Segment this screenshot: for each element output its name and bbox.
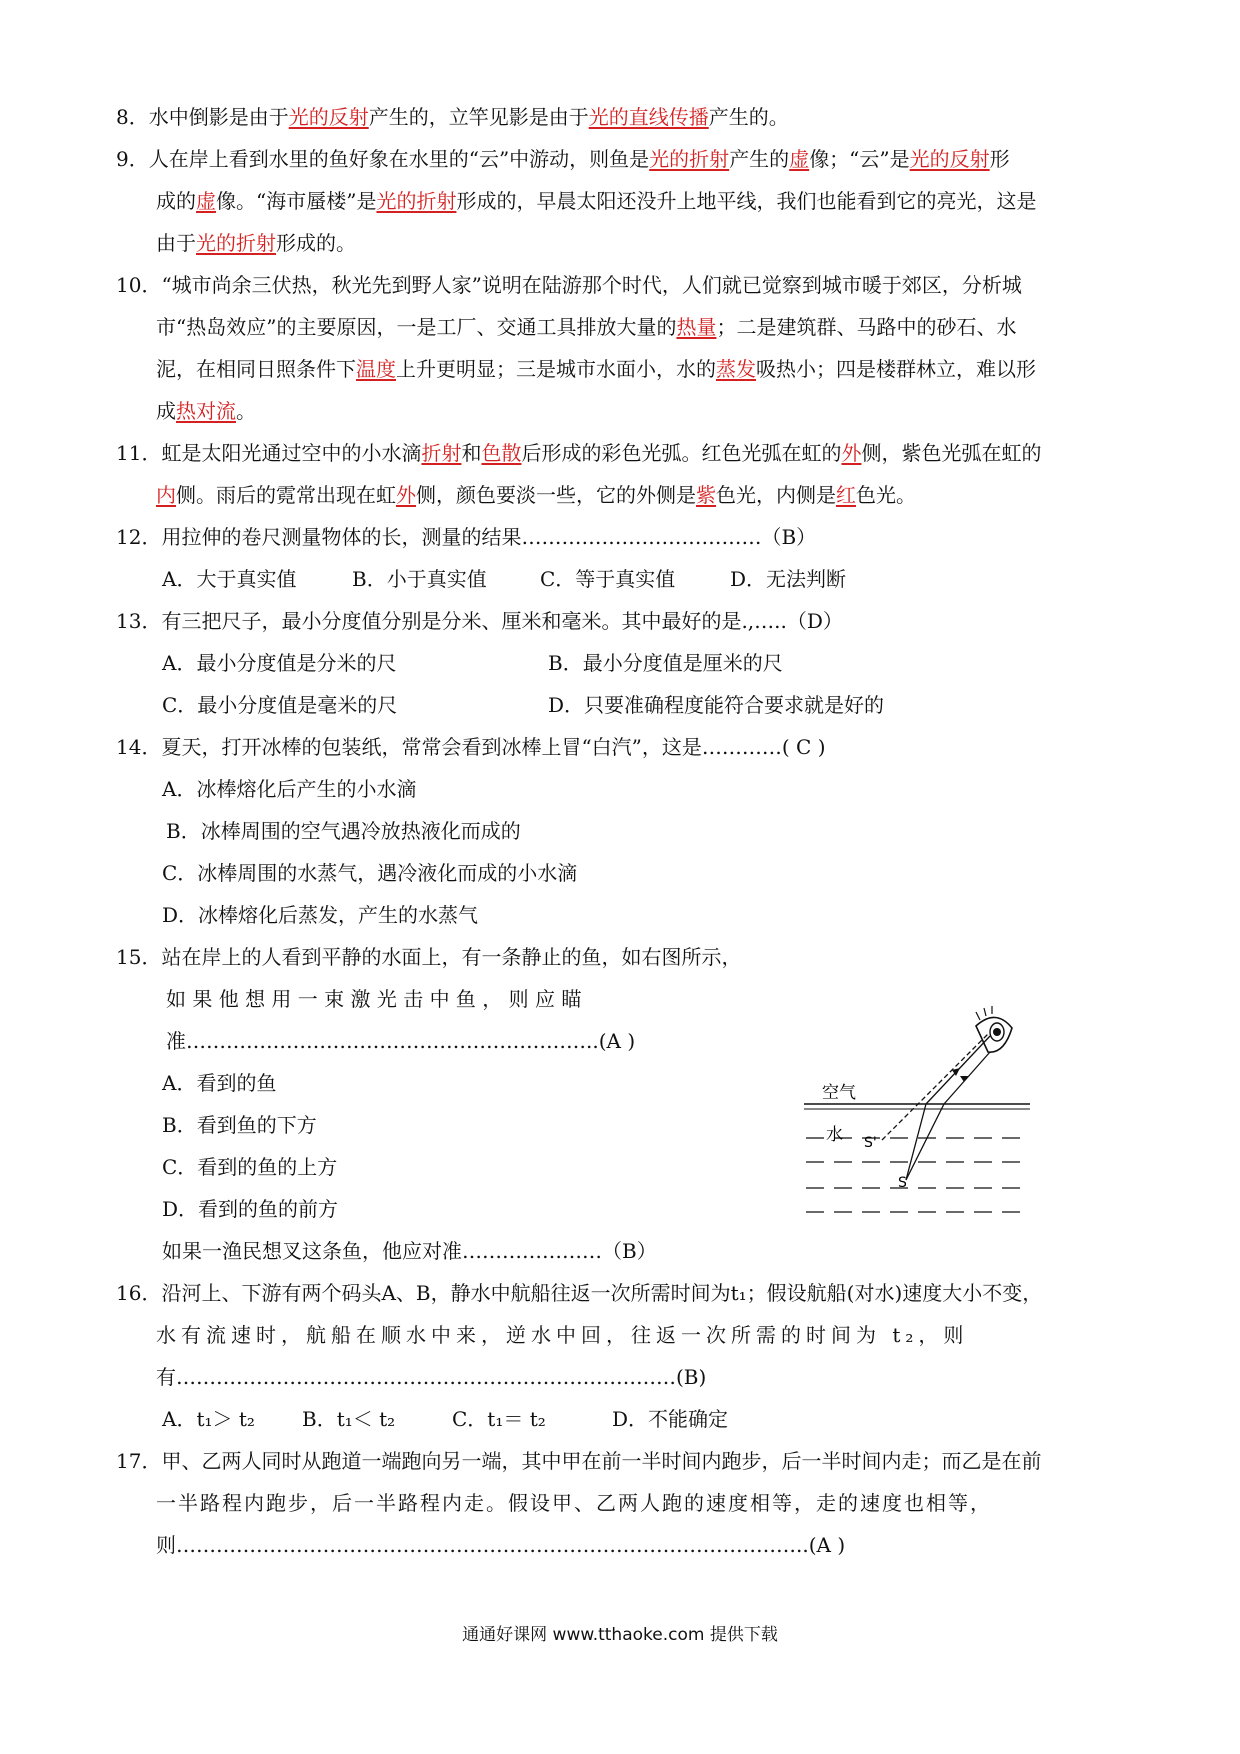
text: 产生的，立竿见影是由于 — [368, 105, 589, 129]
option-item: A．大于真实值 — [162, 567, 297, 591]
question-number: 12． — [116, 525, 162, 549]
question-11-line-1 — [116, 439, 1041, 467]
page-footer: 通通好课网 www.tthaoke.com 提供下载 — [462, 1625, 778, 1645]
question-number: 16． — [116, 1281, 162, 1305]
answer: 温度 — [356, 357, 396, 381]
text: 水中倒影是由于 — [148, 105, 289, 129]
answer: 热对流 — [176, 399, 236, 423]
text: 形成的，早晨太阳还没升上地平线，我们也能看到它的亮光，这是 — [456, 189, 1037, 213]
option-item: B．最小分度值是厘米的尺 — [548, 651, 783, 675]
text: 。 — [236, 399, 256, 423]
option-item: A．t₁＞ t₂ — [162, 1407, 255, 1431]
option-item: B．冰棒周围的空气遇冷放热液化而成的 — [166, 819, 521, 843]
fish-refraction-diagram — [790, 990, 1040, 1220]
question-number: 8． — [116, 105, 149, 129]
real-point-label: S — [898, 1175, 907, 1191]
option-item: D．只要准确程度能符合要求就是好的 — [548, 693, 885, 717]
question-16-line-1 — [116, 1279, 1042, 1307]
text: 色光，内侧是 — [716, 483, 836, 507]
question-number: 15． — [116, 945, 162, 969]
question-number: 9． — [116, 147, 149, 171]
answer: 光的反射 — [288, 105, 369, 129]
answer: 内 — [156, 483, 176, 507]
question-12-stem — [116, 523, 816, 551]
text: 上升更明显；三是城市水面小，水的 — [396, 357, 716, 381]
text: 后形成的彩色光弧。红色光弧在虹的 — [521, 441, 842, 465]
question-number: 14． — [116, 735, 162, 759]
option-item: A．最小分度值是分米的尺 — [162, 651, 397, 675]
question-14-stem — [116, 733, 826, 761]
text: “城市尚余三伏热，秋光先到野人家”说明在陆游那个时代，人们就已觉察到城市暖于郊区，分析城 — [161, 273, 1022, 297]
question-17-line-2: 一半路程内跑步，后一半路程内走。假设甲、乙两人跑的速度相等，走的速度也相等， — [156, 1491, 992, 1515]
option-item: B．t₁＜ t₂ — [302, 1407, 396, 1431]
question-11-line-2 — [156, 481, 916, 509]
text: 产生的 — [729, 147, 790, 171]
option-item: C．最小分度值是毫米的尺 — [162, 693, 398, 717]
text: 泥，在相同日照条件下 — [156, 357, 356, 381]
question-13-stem — [116, 607, 843, 635]
answer: 虚 — [789, 147, 810, 171]
text: 虹是太阳光通过空中的小水滴 — [161, 441, 422, 465]
answer: 虚 — [196, 189, 216, 213]
answer: 外 — [396, 483, 416, 507]
text: 由于 — [156, 231, 196, 255]
question-number: 10． — [116, 273, 162, 297]
question-10-line-3 — [156, 355, 1036, 383]
question-number: 13． — [116, 609, 162, 633]
option-item: B．小于真实值 — [352, 567, 487, 591]
question-number: 11． — [116, 441, 162, 465]
text: 成 — [156, 399, 176, 423]
question-text: 用拉伸的卷尺测量物体的长，测量的结果………………………………（B） — [161, 525, 817, 549]
light-rays — [882, 1034, 990, 1180]
question-8 — [116, 103, 789, 131]
text: 吸热小；四是楼群林立，难以形 — [756, 357, 1036, 381]
question-16-line-3: 有…………………………………………………………………(B) — [156, 1365, 707, 1389]
question-9-line-1 — [116, 145, 1010, 173]
question-number: 17． — [116, 1449, 162, 1473]
question-17-line-1 — [116, 1447, 1041, 1475]
option-item: A．冰棒熔化后产生的小水滴 — [162, 777, 417, 801]
text: 产生的。 — [708, 105, 789, 129]
question-text: 水有流速时，航船在顺水中来，逆水中回，往返一次所需的时间为 t₂，则 — [156, 1323, 969, 1347]
text: 侧，紫色光弧在虹的 — [861, 441, 1042, 465]
question-17-line-3: 则…………………………………………………………………………………..(A ) — [156, 1533, 846, 1557]
answer: 红 — [836, 483, 856, 507]
answer: 蒸发 — [716, 357, 756, 381]
text: 侧，颜色要淡一些，它的外侧是 — [416, 483, 696, 507]
question-10-line-1 — [116, 271, 1022, 299]
water-dash-lines — [806, 1138, 1026, 1212]
text: 市“热岛效应”的主要原因，一是工厂、交通工具排放大量的 — [156, 315, 677, 339]
answer: 光的直线传播 — [588, 105, 709, 129]
option-item: C．看到的鱼的上方 — [162, 1155, 338, 1179]
text: 和 — [461, 441, 482, 465]
option-item: C．冰棒周围的水蒸气，遇冷液化而成的小水滴 — [162, 861, 578, 885]
option-item: D．冰棒熔化后蒸发，产生的水蒸气 — [162, 903, 479, 927]
question-15-line-3: 准……………………………………………………..(A ) — [166, 1029, 636, 1053]
answer: 色散 — [481, 441, 522, 465]
option-item: D．无法判断 — [730, 567, 847, 591]
text: 像；“云”是 — [809, 147, 910, 171]
text: 形成的。 — [276, 231, 356, 255]
answer: 光的折射 — [649, 147, 730, 171]
answer: 光的折射 — [196, 231, 276, 255]
question-text: 有三把尺子，最小分度值分别是分米、厘米和毫米。其中最好的是.,…..（D） — [161, 609, 843, 633]
text: 色光。 — [856, 483, 916, 507]
answer: 热量 — [676, 315, 717, 339]
image-point-label: S' — [864, 1135, 877, 1151]
text: 形 — [989, 147, 1010, 171]
option-item: D．看到的鱼的前方 — [162, 1197, 339, 1221]
question-9-line-2 — [156, 187, 1036, 215]
option-item: D．不能确定 — [612, 1407, 729, 1431]
question-10-line-4 — [156, 397, 256, 425]
answer: 光的反射 — [909, 147, 990, 171]
question-text: 甲、乙两人同时从跑道一端跑向另一端，其中甲在前一半时间内跑步，后一半时间内走；而乙是在前 — [161, 1449, 1042, 1473]
question-15-line-4: 如果一渔民想叉这条鱼，他应对准…………………（B） — [162, 1239, 657, 1263]
question-15-line-1 — [116, 943, 741, 971]
question-text: 沿河上、下游有两个码头A、B，静水中航船往返一次所需时间为t₁；假设航船(对水)速度大小不变， — [161, 1281, 1043, 1305]
option-item: C．t₁＝ t₂ — [452, 1407, 546, 1431]
option-item: B．看到鱼的下方 — [162, 1113, 317, 1137]
water-label: 水 — [826, 1125, 843, 1145]
option-item: C．等于真实值 — [540, 567, 676, 591]
question-text: 站在岸上的人看到平静的水面上，有一条静止的鱼，如右图所示， — [161, 945, 742, 969]
question-16-line-2 — [156, 1321, 1126, 1349]
answer: 紫 — [696, 483, 716, 507]
question-text: 夏天，打开冰棒的包装纸，常常会看到冰棒上冒“白汽”，这是…………( C ) — [161, 735, 826, 759]
answer: 折射 — [421, 441, 462, 465]
question-15-line-2: 如 果 他 想 用 一 束 激 光 击 中 鱼 ， 则 应 瞄 — [166, 987, 582, 1011]
answer: 光的折射 — [376, 189, 457, 213]
answer: 外 — [841, 441, 862, 465]
text: 像。“海市蜃楼”是 — [216, 189, 377, 213]
question-9-line-3 — [156, 229, 356, 257]
air-label: 空气 — [822, 1083, 856, 1103]
option-item: A．看到的鱼 — [162, 1071, 277, 1095]
question-10-line-2 — [156, 313, 1016, 341]
text: 成的 — [156, 189, 196, 213]
text: 人在岸上看到水里的鱼好象在水里的“云”中游动，则鱼是 — [148, 147, 650, 171]
text: 侧。雨后的霓常出现在虹 — [176, 483, 396, 507]
text: ；二是建筑群、马路中的砂石、水 — [716, 315, 1017, 339]
